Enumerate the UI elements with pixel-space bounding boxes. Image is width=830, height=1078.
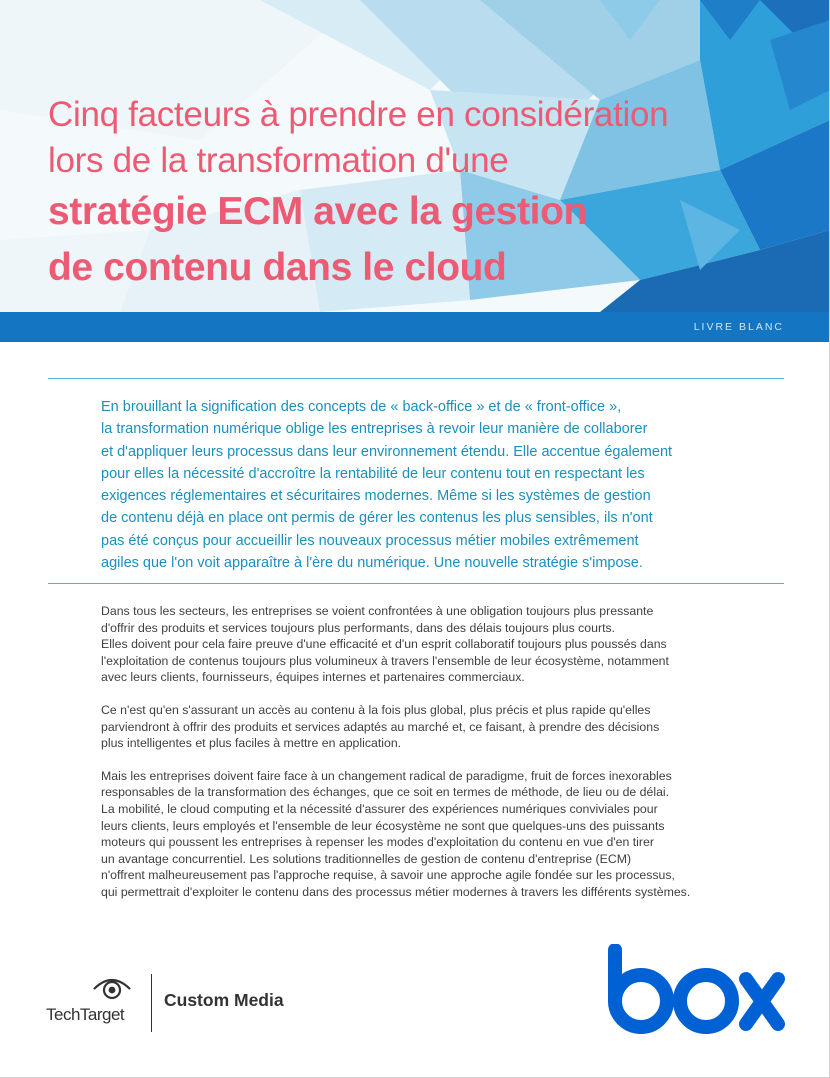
body-line: Dans tous les secteurs, les entreprises se voient confrontées à une obligation toujours plus pressante [101,604,654,618]
intro-line: de contenu déjà en place ont permis de gérer les contenus les plus sensibles, ils n'ont [101,510,653,527]
body-paragraph-2 [101,702,761,752]
intro-top-rule [48,378,784,379]
intro-line: agiles que l'on voit apparaître à l'ère du numérique. Une nouvelle stratégie s'impose. [101,555,643,572]
body-paragraph-1 [101,603,761,686]
body-line: qui permettrait d'exploiter le contenu dans des processus métier modernes à travers les différents systèmes. [101,884,691,899]
footer-divider [151,974,152,1032]
intro-line: pas été conçus pour accueillir les nouveaux processus métier mobiles extrêmement [101,532,639,549]
body-line: n'offrent malheureusement pas l'approche requise, à savoir une approche agile fondée sur les processus, [101,868,675,883]
intro-line: pour elles la nécessité d'accroître la rentabilité de leur contenu tout en respectant les [101,465,645,482]
document-type-strip [0,312,830,342]
title-line-3: stratégie ECM avec la gestion [48,190,587,233]
body-line: l'exploitation de contenus toujours plus volumineux à travers l'ensemble de leur écosystème, notamment [101,653,669,668]
document-title [48,92,818,296]
intro-summary [101,396,751,574]
body-line: Elles doivent pour cela faire preuve d'une efficacité et d'un esprit collaboratif toujours plus poussés dans [101,637,667,652]
intro-line: En brouillant la signification des concepts de « back-office » et de « front-office », [101,399,622,415]
body-line: moteurs qui poussent les entreprises à repenser les modes d'exploitation du contenu en vue d'en tirer [101,835,654,850]
intro-line: et d'appliquer leurs processus dans leur environnement étendu. Elle accentue également [101,443,673,460]
title-line-2: lors de la transformation d'une [48,141,509,180]
title-line-1: Cinq facteurs à prendre en considération [48,95,669,134]
body-line: un avantage concurrentiel. Les solutions traditionnelles de gestion de contenu d'entreprise (ECM) [101,851,632,866]
body-paragraph-3 [101,768,761,901]
box-logo [606,944,786,1036]
body-line: avec leurs clients, fournisseurs, équipes internes et partenaires commerciaux. [101,670,525,685]
techtarget-wordmark: TechTarget [46,1005,125,1024]
techtarget-logo [46,975,156,1035]
eye-icon [92,975,132,1001]
body-line: responsables de la transformation des échanges, que ce soit en termes de méthode, de lieu ou de délai. [101,785,670,800]
title-line-4: de contenu dans le cloud [48,246,507,289]
body-text [101,603,761,917]
body-line: La mobilité, le cloud computing et la nécessité d'assurer des expériences numériques conviviales pour [101,801,658,816]
body-line: leurs clients, leurs employés et l'ensemble de leur écosystème ne sont que quelques-uns des puissants [101,818,665,833]
body-line: Ce n'est qu'en s'assurant un accès au contenu à la fois plus global, plus précis et plus rapide qu'elles [101,702,651,717]
intro-line: la transformation numérique oblige les entreprises à revoir leur manière de collaborer [101,421,648,438]
document-type-label: LIVRE BLANC [693,321,784,333]
body-line: d'offrir des produits et services toujours plus performants, dans des délais toujours plus courts. [101,620,616,635]
intro-bottom-rule [48,583,784,584]
intro-line: exigences réglementaires et sécuritaires modernes. Même si les systèmes de gestion [101,488,651,505]
body-line: parviendront à offrir des produits et services adaptés au marché et, ce faisant, à prendre des décisions [101,719,660,734]
body-line: plus intelligentes et plus faciles à mettre en application. [101,736,402,751]
header-banner [0,0,830,312]
custom-media-label: Custom Media [164,990,284,1010]
body-line: Mais les entreprises doivent faire face à un changement radical de paradigme, fruit de forces inexorables [101,768,672,783]
